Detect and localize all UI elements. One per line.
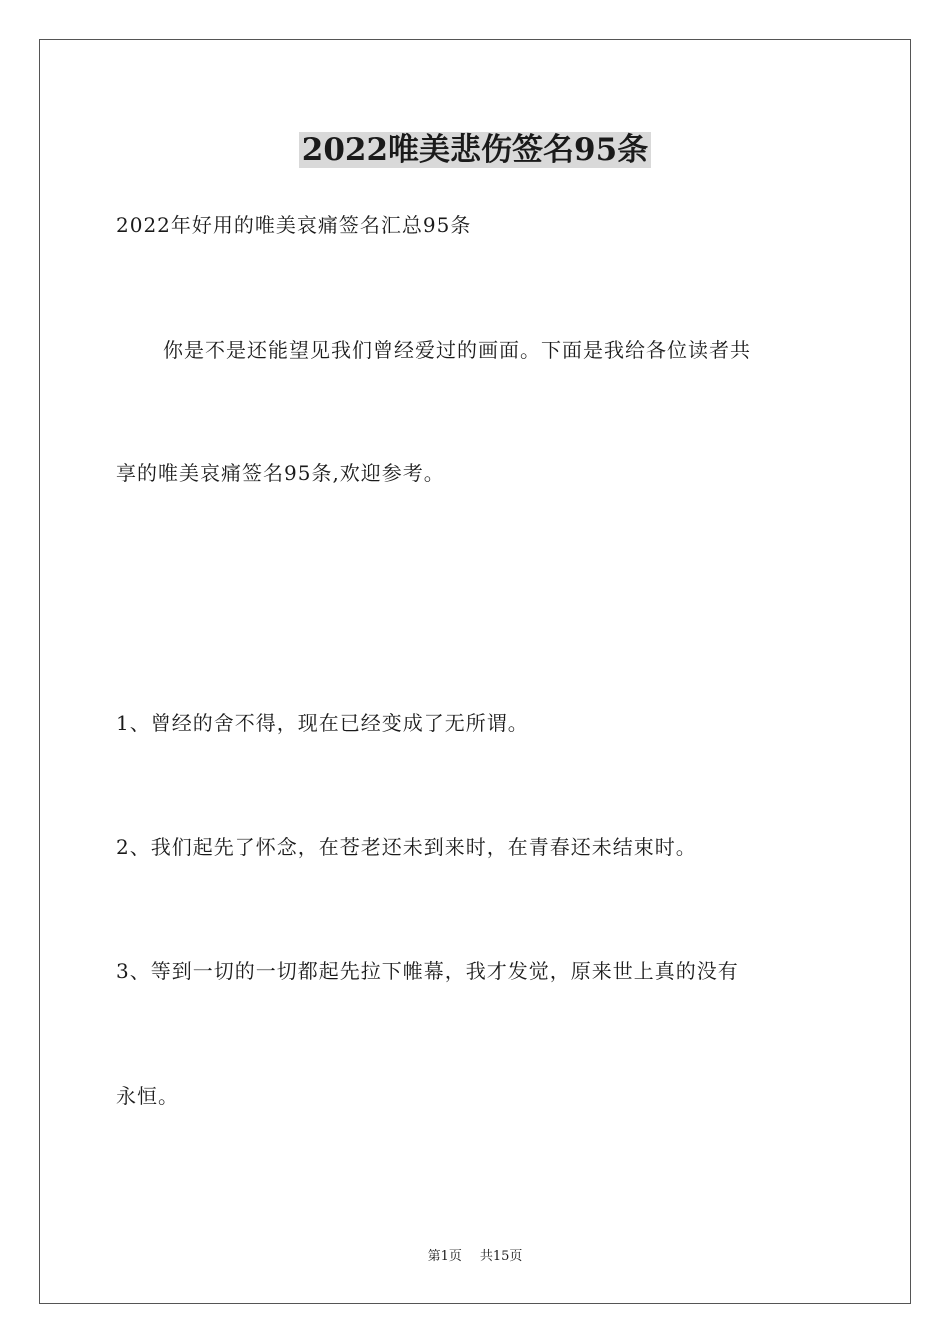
page-footer <box>0 1248 950 1266</box>
list-item-3-continuation: 永恒。 <box>116 1084 179 1108</box>
document-title-text: 2022唯美悲伤签名95条 <box>299 132 651 168</box>
intro-paragraph-line-1: 你是不是还能望见我们曾经爱过的画面。下面是我给各位读者共 <box>163 338 751 362</box>
list-item-1: 1、曾经的舍不得，现在已经变成了无所谓。 <box>116 711 529 735</box>
list-item-3: 3、等到一切的一切都起先拉下帷幕，我才发觉，原来世上真的没有 <box>116 959 739 983</box>
document-subtitle: 2022年好用的唯美哀痛签名汇总95条 <box>116 213 472 237</box>
document-title <box>0 128 950 172</box>
list-item-2: 2、我们起先了怀念，在苍老还未到来时，在青春还未结束时。 <box>116 835 697 859</box>
intro-paragraph-line-2: 享的唯美哀痛签名95条,欢迎参考。 <box>116 461 445 485</box>
page-total: 共15页 <box>479 1249 523 1264</box>
page-number: 第1页 <box>427 1249 462 1264</box>
